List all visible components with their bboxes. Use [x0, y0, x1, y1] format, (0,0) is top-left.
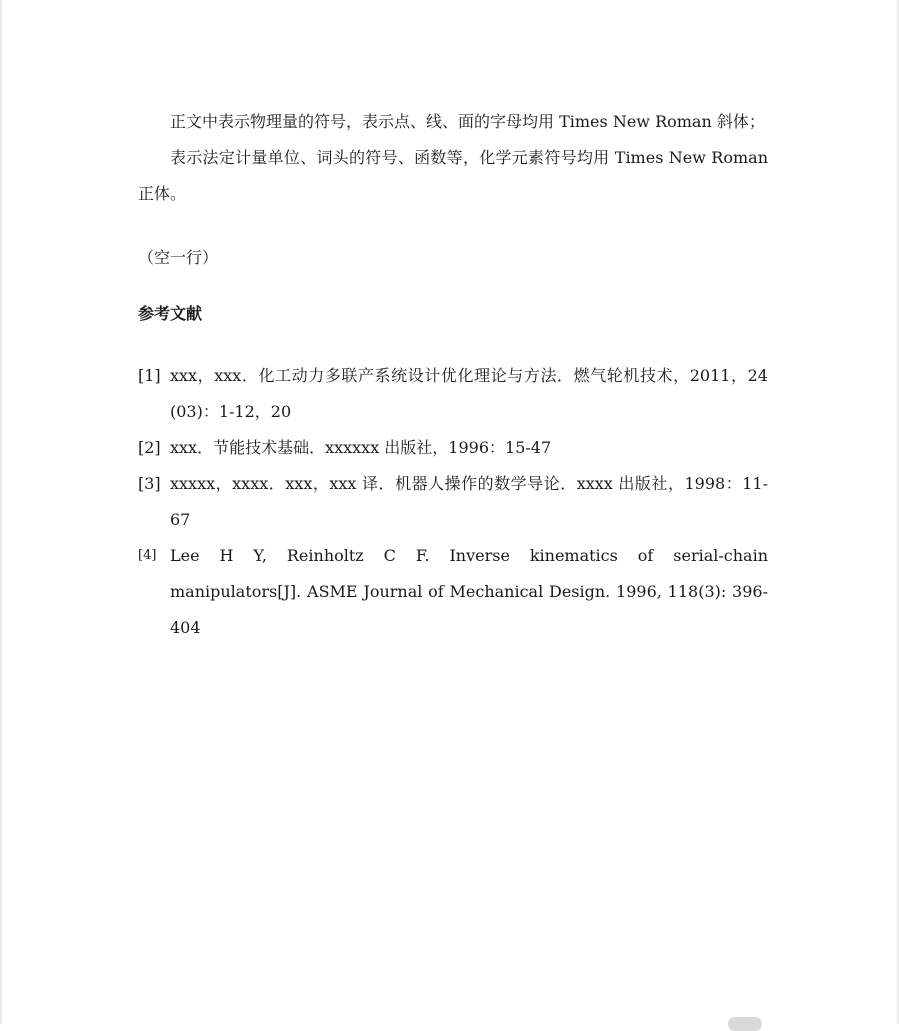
reference-item-4 — [138, 538, 768, 646]
body-paragraph-upright-rule: 表示法定计量单位、词头的符号、函数等，化学元素符号均用 Times New Roman 正体。 — [138, 148, 768, 203]
blank-line-note: （空一行） — [138, 248, 219, 267]
reference-number: [1] — [138, 366, 161, 385]
reference-number: [2] — [138, 438, 161, 457]
body-paragraph-italic-rule: 正文中表示物理量的符号，表示点、线、面的字母均用 Times New Roman 斜体； — [170, 112, 765, 131]
reference-text: xxx．节能技术基础．xxxxxx 出版社，1996：15-47 — [170, 438, 552, 457]
references-heading: 参考文献 — [138, 304, 203, 323]
reference-text: xxxxx，xxxx．xxx，xxx 译．机器人操作的数学导论．xxxx 出版社，1998：11-67 — [170, 474, 768, 529]
reference-list — [138, 358, 768, 646]
reference-item-1 — [138, 358, 768, 430]
scroll-indicator[interactable] — [728, 1017, 762, 1031]
reference-number: [4] — [138, 548, 157, 563]
reference-number: [3] — [138, 474, 161, 493]
reference-text: xxx，xxx．化工动力多联产系统设计优化理论与方法．燃气轮机技术，2011，24 (03)：1-12，20 — [170, 366, 768, 421]
document-content — [138, 104, 768, 646]
reference-item-3 — [138, 466, 768, 538]
reference-item-2 — [138, 430, 768, 466]
page-edge-left — [0, 0, 3, 1024]
reference-text: Lee H Y, Reinholtz C F. Inverse kinematics of serial-chain manipulators[J]. ASME Journal of Mechanical Design. 1996, 118(3): 396-404 — [170, 546, 768, 637]
